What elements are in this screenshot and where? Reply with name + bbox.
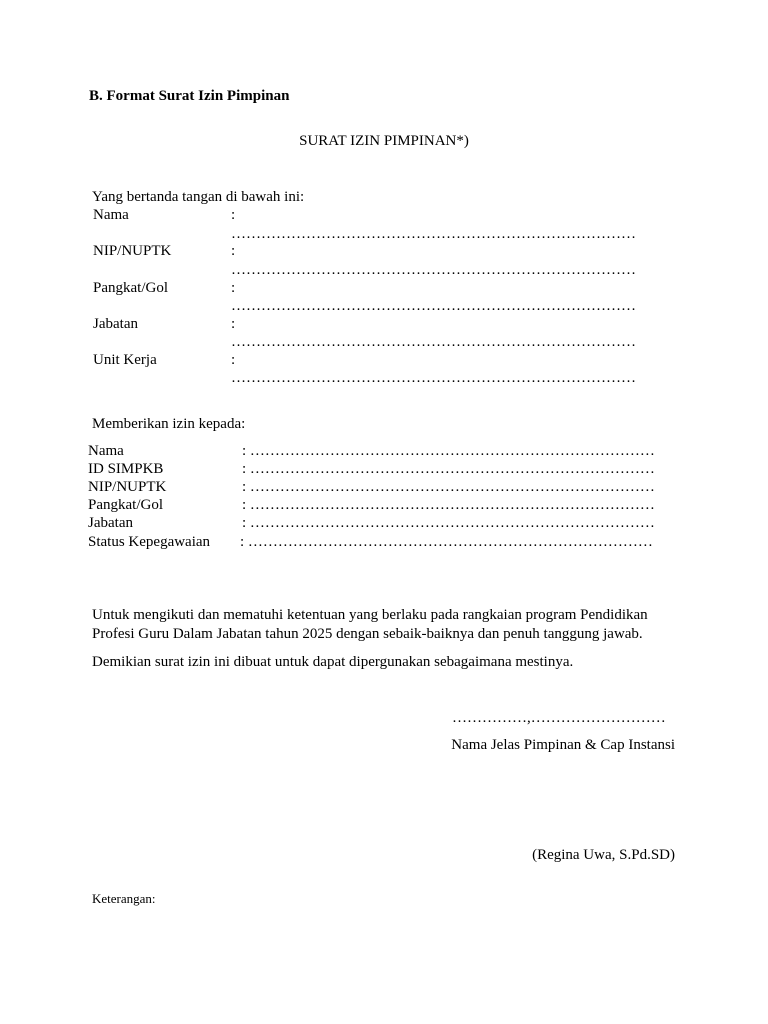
field-dots: ………………………………………………………………………	[231, 226, 636, 242]
recipient-field-nip	[0, 478, 768, 496]
field-label: ID SIMPKB	[88, 461, 164, 477]
body-paragraph-purpose: Untuk mengikuti dan mematuhi ketentuan yang berlaku pada rangkaian program Pendidikan Profesi Guru Dalam Jabatan tahun 2025 dengan sebaik-baiknya dan penuh tanggung jawab.	[92, 607, 648, 642]
field-label: Jabatan	[93, 316, 138, 332]
field-colon: :	[231, 207, 236, 223]
field-label: Pangkat/Gol	[88, 497, 163, 513]
recipient-field-name	[0, 442, 768, 460]
signer-label: Nama Jelas Pimpinan & Cap Instansi	[451, 737, 675, 753]
field-label: Jabatan	[88, 515, 133, 531]
field-label: Status Kepegawaian	[88, 534, 211, 550]
recipient-field-position	[0, 514, 768, 532]
letter-title: SURAT IZIN PIMPINAN*)	[299, 133, 469, 149]
recipient-field-rank	[0, 496, 768, 514]
field-colon: :	[231, 352, 236, 368]
field-label: Nama	[88, 443, 124, 459]
section-heading: B. Format Surat Izin Pimpinan	[89, 88, 290, 104]
recipient-field-status	[0, 533, 768, 551]
field-dots: ………………………………………………………………………	[231, 370, 636, 386]
field-value: : ………………………………………………………………………	[240, 534, 653, 550]
field-label: Unit Kerja	[93, 352, 157, 368]
field-label: NIP/NUPTK	[93, 243, 172, 259]
body-paragraph-closing: Demikian surat izin ini dibuat untuk dapat dipergunakan sebagaimana mestinya.	[92, 654, 574, 670]
field-colon: :	[231, 316, 236, 332]
signer-name: (Regina Uwa, S.Pd.SD)	[532, 847, 675, 863]
note-label: Keterangan:	[92, 891, 156, 906]
recipient-field-simpkb	[0, 460, 768, 478]
field-value: : ………………………………………………………………………	[242, 497, 655, 513]
field-dots: ………………………………………………………………………	[231, 298, 636, 314]
field-label: Nama	[93, 207, 129, 223]
field-value: : ………………………………………………………………………	[242, 479, 655, 495]
field-label: NIP/NUPTK	[88, 479, 167, 495]
signatory-intro: Yang bertanda tangan di bawah ini:	[92, 189, 305, 205]
field-value: : ………………………………………………………………………	[242, 443, 655, 459]
field-dots: ………………………………………………………………………	[231, 262, 636, 278]
field-value: : ………………………………………………………………………	[242, 461, 655, 477]
field-dots: ………………………………………………………………………	[231, 334, 636, 350]
place-date-line: ……………,………………………	[452, 710, 666, 726]
field-colon: :	[231, 280, 236, 296]
field-colon: :	[231, 243, 236, 259]
field-label: Pangkat/Gol	[93, 280, 168, 296]
field-value: : ………………………………………………………………………	[242, 515, 655, 531]
recipient-intro: Memberikan izin kepada:	[92, 416, 246, 432]
